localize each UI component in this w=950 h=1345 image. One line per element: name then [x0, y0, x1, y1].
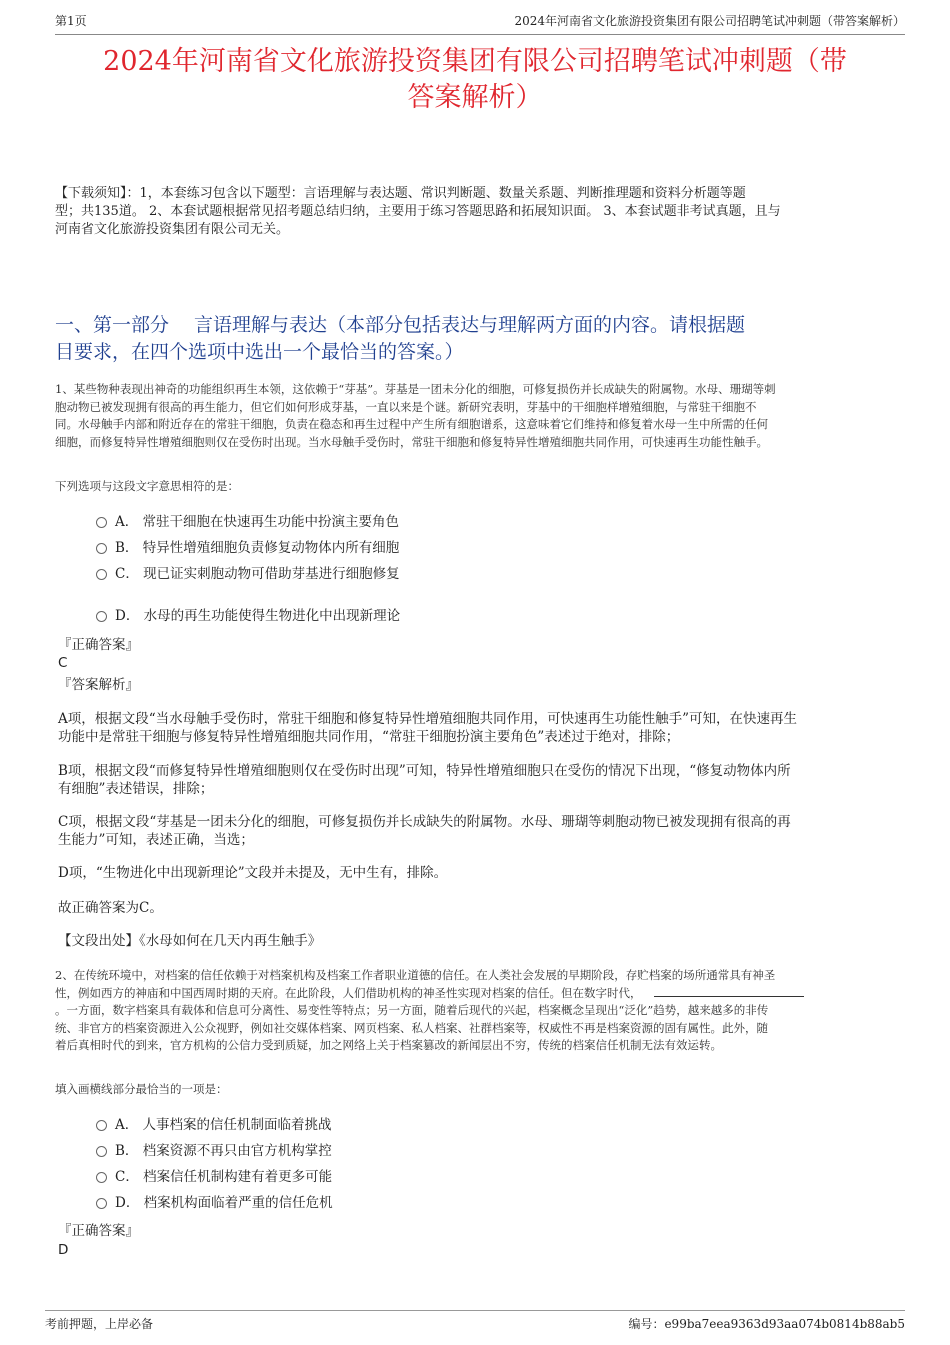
- title-line-1: 2024年河南省文化旅游投资集团有限公司招聘笔试冲刺题（带: [103, 46, 847, 77]
- q1-stem-line: 同。水母触手内部和附近存在的常驻干细胞，负责在稳态和再生过程中产生所有细胞谱系，这意味着它们维持和修复着水母一生中所需的任何: [55, 417, 768, 431]
- q2-stem-line: 着后真相时代的到来，官方机构的公信力受到质疑，加之网络上关于档案篡改的新闻层出不穷，传统的档案信任机制无法有效运转。: [55, 1038, 722, 1052]
- q1-explanation-a: [58, 710, 905, 746]
- q2-answer-label: 『正确答案』: [58, 1223, 139, 1239]
- q2-stem: [55, 967, 905, 1055]
- q2-option-b[interactable]: [96, 1142, 332, 1160]
- option-label: B． 特异性增殖细胞负责修复动物体内所有细胞: [115, 540, 400, 556]
- section-line-1: 一、第一部分 言语理解与表达（本部分包括表达与理解两方面的内容。请根据题: [55, 314, 746, 336]
- q2-option-d[interactable]: [96, 1194, 333, 1212]
- q1-answer: C: [58, 655, 68, 671]
- option-label: D． 水母的再生功能使得生物进化中出现新理论: [115, 608, 401, 624]
- notice-line-3: 河南省文化旅游投资集团有限公司无关。: [55, 222, 290, 237]
- q1-analysis-label: 『答案解析』: [58, 677, 139, 693]
- title-line-2: 答案解析）: [407, 82, 543, 113]
- notice-line-1: 【下载须知】：1，本套练习包含以下题型：言语理解与表达题、常识判断题、数量关系题、判断推理题和资料分析题等题: [55, 186, 746, 201]
- q2-stem-line: 。一方面，数字档案具有载体和信息可分离性、易变性等特点；另一方面，随着后现代的兴起，档案概念呈现出“泛化”趋势，越来越多的非传: [55, 1003, 769, 1017]
- option-label: C． 档案信任机制构建有着更多可能: [115, 1169, 333, 1185]
- page-header: [55, 12, 905, 35]
- q2-prompt: 填入画横线部分最恰当的一项是：: [55, 1082, 228, 1096]
- section-line-2: 目要求，在四个选项中选出一个最恰当的答案。）: [55, 341, 464, 363]
- q1-answer-label: 『正确答案』: [58, 637, 139, 653]
- option-label: B． 档案资源不再只由官方机构掌控: [115, 1143, 332, 1159]
- q2-stem-line: 2、在传统环境中，对档案的信任依赖于对档案机构及档案工作者职业道德的信任。在人类社会发展的早期阶段，存贮档案的场所通常具有神圣: [55, 968, 776, 982]
- exp-line: B项，根据文段“而修复特异性增殖细胞则仅在受伤时出现”可知，特异性增殖细胞只在受伤的情况下出现，“修复动物体内所: [58, 763, 791, 779]
- q1-stem-line: 胞动物已被发现拥有很高的再生能力，但它们如何形成芽基，一直以来是个谜。新研究表明，芽基中的干细胞样增殖细胞，与常驻干细胞不: [55, 399, 757, 414]
- radio-icon[interactable]: [96, 1146, 107, 1157]
- page-footer: [45, 1310, 905, 1332]
- q2-answer: D: [58, 1242, 69, 1258]
- q1-option-a[interactable]: [96, 513, 399, 531]
- exp-line: 功能中是常驻干细胞与修复特异性增殖细胞共同作用，“常驻干细胞扮演主要角色”表述过于绝对，排除；: [58, 729, 680, 745]
- q2-stem-line: 统、非官方的档案资源进入公众视野，例如社交媒体档案、网页档案、私人档案、社群档案等，权威性不再是档案资源的固有属性。此外，随: [55, 1020, 768, 1035]
- exp-line: A项，根据文段“当水母触手受伤时，常驻干细胞和修复特异性增殖细胞共同作用，可快速再生功能性触手”可知，在快速再生: [58, 711, 798, 727]
- q1-explanation-c: [58, 813, 905, 849]
- footer-slogan: 考前押题，上岸必备: [45, 1317, 154, 1331]
- page-number: 第1页: [55, 14, 87, 28]
- option-label: A． 人事档案的信任机制面临着挑战: [115, 1117, 332, 1133]
- q2-stem-line: [55, 985, 905, 1003]
- q1-prompt: 下列选项与这段文字意思相符的是：: [55, 479, 239, 493]
- q1-stem: [55, 381, 905, 451]
- q1-option-b[interactable]: [96, 539, 399, 557]
- radio-icon[interactable]: [96, 611, 107, 622]
- exp-line: C项，根据文段“芽基是一团未分化的细胞，可修复损伤并长成缺失的附属物。水母、珊瑚等刺胞动物已被发现拥有很高的再: [58, 814, 791, 830]
- radio-icon[interactable]: [96, 1198, 107, 1209]
- option-label: C． 现已证实刺胞动物可借助芽基进行细胞修复: [115, 566, 400, 582]
- download-notice: [55, 185, 905, 239]
- exp-line: 生能力”可知，表述正确，当选；: [58, 832, 254, 848]
- header-doc-title: 2024年河南省文化旅游投资集团有限公司招聘笔试冲刺题（带答案解析）: [514, 14, 905, 28]
- option-label: D． 档案机构面临着严重的信任危机: [115, 1195, 333, 1211]
- radio-icon[interactable]: [96, 543, 107, 554]
- q1-stem-line: 细胞，而修复特异性增殖细胞则仅在受伤时出现。当水母触手受伤时，常驻干细胞和修复特异性增殖细胞共同作用，可快速再生功能性触手。: [55, 434, 768, 449]
- q1-option-c[interactable]: [96, 565, 400, 583]
- fill-blank-line: [654, 985, 804, 997]
- radio-icon[interactable]: [96, 1172, 107, 1183]
- q1-conclusion: 故正确答案为C。: [58, 900, 163, 916]
- document-title: [40, 44, 910, 116]
- q2-option-c[interactable]: [96, 1168, 332, 1186]
- q1-option-d[interactable]: [96, 607, 400, 625]
- q1-stem-line: 1、某些物种表现出神奇的功能组织再生本领，这依赖于“芽基”。芽基是一团未分化的细胞，可修复损伤并长成缺失的附属物。水母、珊瑚等刺: [55, 382, 776, 396]
- q2-option-a[interactable]: [96, 1116, 332, 1134]
- option-label: A． 常驻干细胞在快速再生功能中扮演主要角色: [115, 514, 400, 530]
- notice-line-2: 型；共135道。 2、本套试题根据常见招考题总结归纳，主要用于练习答题思路和拓展知识面。 3、本套试题非考试真题，且与: [55, 204, 781, 219]
- radio-icon[interactable]: [96, 1120, 107, 1131]
- q1-source: 【文段出处】《水母如何在几天内再生触手》: [58, 933, 322, 949]
- q1-explanation-b: [58, 762, 905, 798]
- radio-icon[interactable]: [96, 517, 107, 528]
- exp-line: 有细胞”表述错误，排除；: [58, 781, 214, 797]
- section-heading: [55, 312, 905, 366]
- footer-doc-id: 编号：e99ba7eea9363d93aa074b0814b88ab5: [628, 1317, 905, 1331]
- q1-explanation-d: D项，“生物进化中出现新理论”文段并未提及，无中生有，排除。: [58, 865, 448, 881]
- q2-stem-text: 性，例如西方的神庙和中国西周时期的天府。在此阶段，人们借助机构的神圣性实现对档案的信任。但在数字时代，: [55, 985, 642, 1000]
- radio-icon[interactable]: [96, 569, 107, 580]
